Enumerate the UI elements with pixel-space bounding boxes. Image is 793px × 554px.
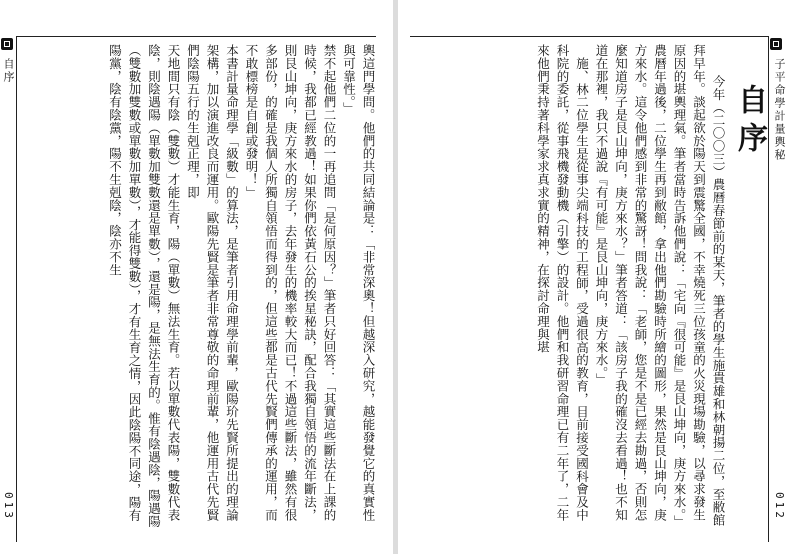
book-badge-icon [770, 38, 782, 50]
left-side-label: 自序 [2, 58, 15, 84]
right-paragraph: 施、林二位學生是從事尖端科技的工程師，受過很高的教育，目前接受國科會及中科院的委託，從事飛機發動機（引擎）的設計。他們和我研習命理已有二年了，二年來他們秉持著科學家求真求實的精神，在探討命理與堪 [535, 44, 590, 522]
right-top-rule [410, 36, 768, 37]
right-page-number: 012 [773, 492, 786, 521]
left-paragraph: 禁不起他們二位的一再追問「是何原因？」筆者只好回答：「其實這些斷法在上課的時候，我都已經教過！如果你們依黃石公的挨星秘訣，配合我獨自領悟的流年斷法，則艮山坤向，庚方來水的房子，去年發生的機率較大而已！不過這些斷法，雖然有很多部份，的確是我個人所獨自領悟而得到的，但這些都是古代先賢們傳承的運用，而不敢標榜是自創或發明！」 [244, 44, 337, 522]
left-page [0, 0, 393, 554]
right-paragraph: 今年（二〇〇三）農曆春節前的某天，筆者的學生施貴雄和林朝揚二位，至敝館拜早年。談起欲於陽天到震驚全國，不幸燒死三位孩童的火災現場勘驗，以尋求發生原因的堪輿理氣。筆者當時告訴他們說：「宅向『很可能』是艮山坤向，庚方來水。」農曆年過後，二位學生再到敝館，拿出他們勘驗時所繪的圖形，果然是艮山坤向，庚方來水。這令他們感到非常的驚訝！問我說：「老師，您是不是已經去勘過，否則怎麼知道房子是艮山坤向，庚方來水？」筆者答道：「該房子我的確沒去看過！也不知道在那裡，我只不過說『有可能』是艮山坤向，庚方來水。」 [594, 44, 726, 528]
left-paragraph: 天地間只有陰（雙數）才能生育，陽（單數）無法生育。若以單數代表陽，雙數代表陰，則陰遇陽（單數加雙數還是單數），還是陽，是無法生育的。惟有陰遇陰，陽遇陽（雙數加雙數或單數加單數），才能得雙數），才有生育之情，因此陰陽不同途，陽有陽黨，陰有陰黨，陽不生剋陰，陰亦不生 [107, 44, 181, 528]
right-body-text [438, 44, 728, 530]
left-margin-rule [16, 36, 17, 542]
left-body-text [30, 44, 378, 530]
left-paragraph: 輿這門學問。他們的共同結論是：「非常深奧！但越深入研究，越能發覺它的真實性與可靠性。」 [341, 44, 376, 522]
left-paragraph: 本書計量命理學「級數」的算法，是筆者引用命理學前輩，歐陽玠先賢所提出的理論架構，加以演進改良而運用。歐陽先賢是筆者非常尊敬的命理前輩，他運用古代先賢們陰陽五行的生剋正理，即 [185, 44, 240, 522]
right-page [398, 0, 793, 554]
left-page-number: 013 [2, 492, 15, 521]
preface-title: 自序 [732, 84, 767, 160]
right-side-label: 子平命學計量輿秘 [773, 58, 786, 162]
book-badge-icon [1, 38, 13, 50]
right-margin-rule [768, 36, 769, 542]
left-top-rule [16, 36, 376, 37]
